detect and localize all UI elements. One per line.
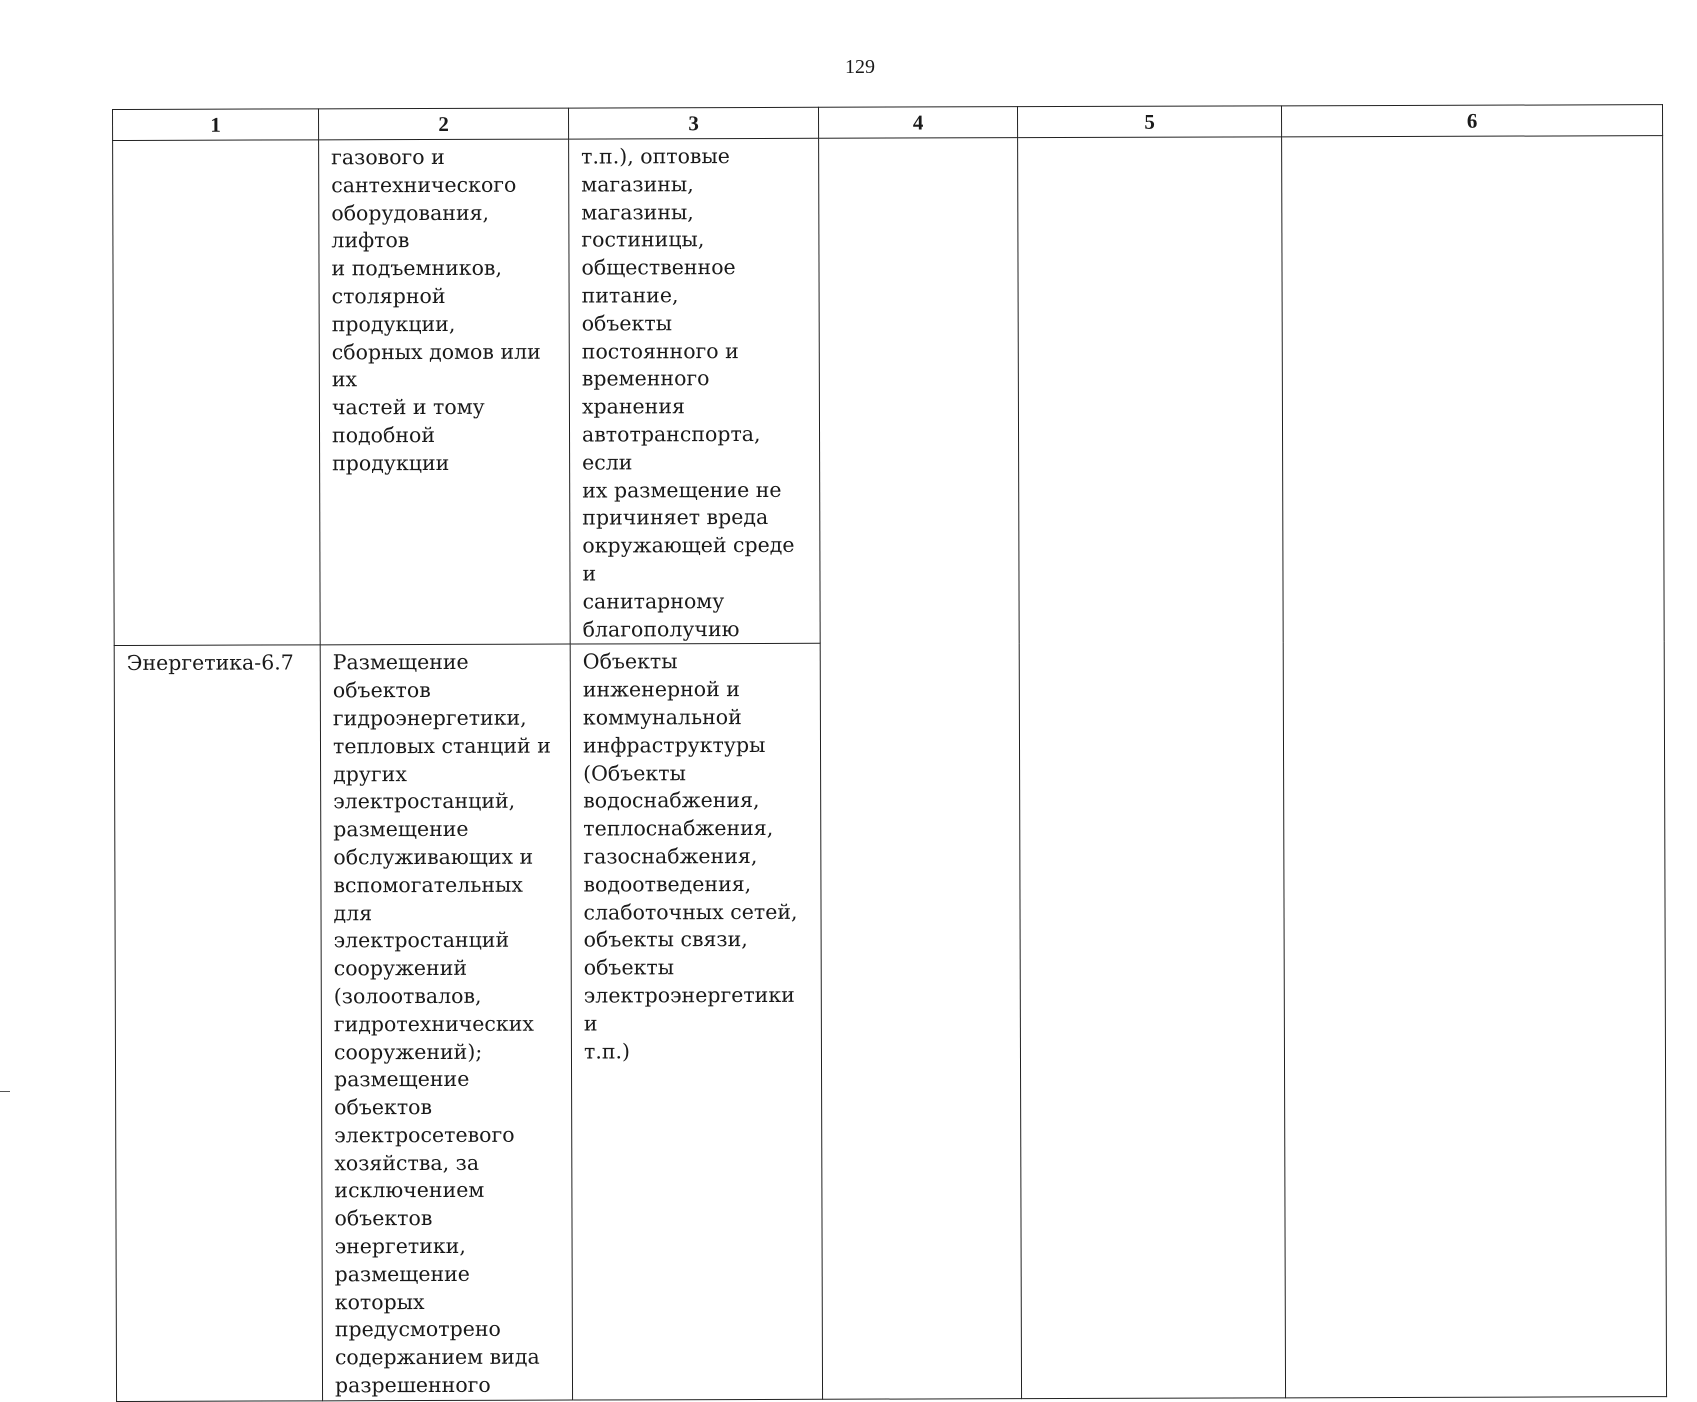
cell-col-6 (1282, 136, 1667, 1398)
cell-text: Объекты инженерной и коммунальной инфраструктуры (Объекты водоснабжения, теплоснабжения, газоснабжения, водоотведения, слаботочных сетей, объекты связи, объекты электроэнергетики и т.п.) (582, 649, 798, 1064)
header-col-4: 4 (818, 107, 1017, 139)
cell-text (819, 138, 1017, 143)
page-number: 129 (845, 56, 875, 78)
cell-land-use-type (113, 140, 321, 646)
header-col-5: 5 (1017, 106, 1281, 138)
land-use-table (112, 104, 1667, 1402)
cell-text (113, 140, 318, 145)
cell-col-4 (819, 138, 1022, 1399)
table-row (113, 136, 1665, 646)
header-col-2: 2 (319, 108, 569, 140)
cell-text (1018, 137, 1281, 142)
cell-objects (570, 644, 822, 1400)
cell-text: газового и сантехнического оборудования, лифтов и подъемников, столярной продукции, сборных домов или их частей и тому подобной продукции (331, 144, 541, 476)
cell-text: Размещение объектов гидроэнергетики, тепловых станций и других электростанций, размещение обслуживающих и вспомогательных для электростанций сооружений (золоотвалов, гидротехнических сооружений); размещение объектов электросетевого хозяйства, за исключением объектов энергетики, размещение которых предусмотрено содержанием вида разрешенного (332, 650, 551, 1398)
table-header-row (113, 105, 1663, 141)
header-col-1: 1 (113, 109, 319, 141)
cell-objects (569, 138, 821, 644)
header-col-6: 6 (1281, 105, 1662, 137)
cell-col-5 (1018, 137, 1286, 1399)
scan-margin-mark (0, 1091, 10, 1092)
cell-description (320, 644, 572, 1400)
header-col-3: 3 (568, 107, 818, 139)
cell-text: Энергетика-6.7 (126, 650, 294, 676)
cell-land-use-type (114, 645, 322, 1401)
cell-text: т.п.), оптовые магазины, магазины, гостиницы, общественное питание, объекты постоянного и временного хранения автотранспорта, если их размещение не причиняет вреда окружающей среде и санитарному благополучию (581, 144, 795, 642)
cell-description (319, 139, 571, 645)
cell-text (1282, 136, 1662, 141)
